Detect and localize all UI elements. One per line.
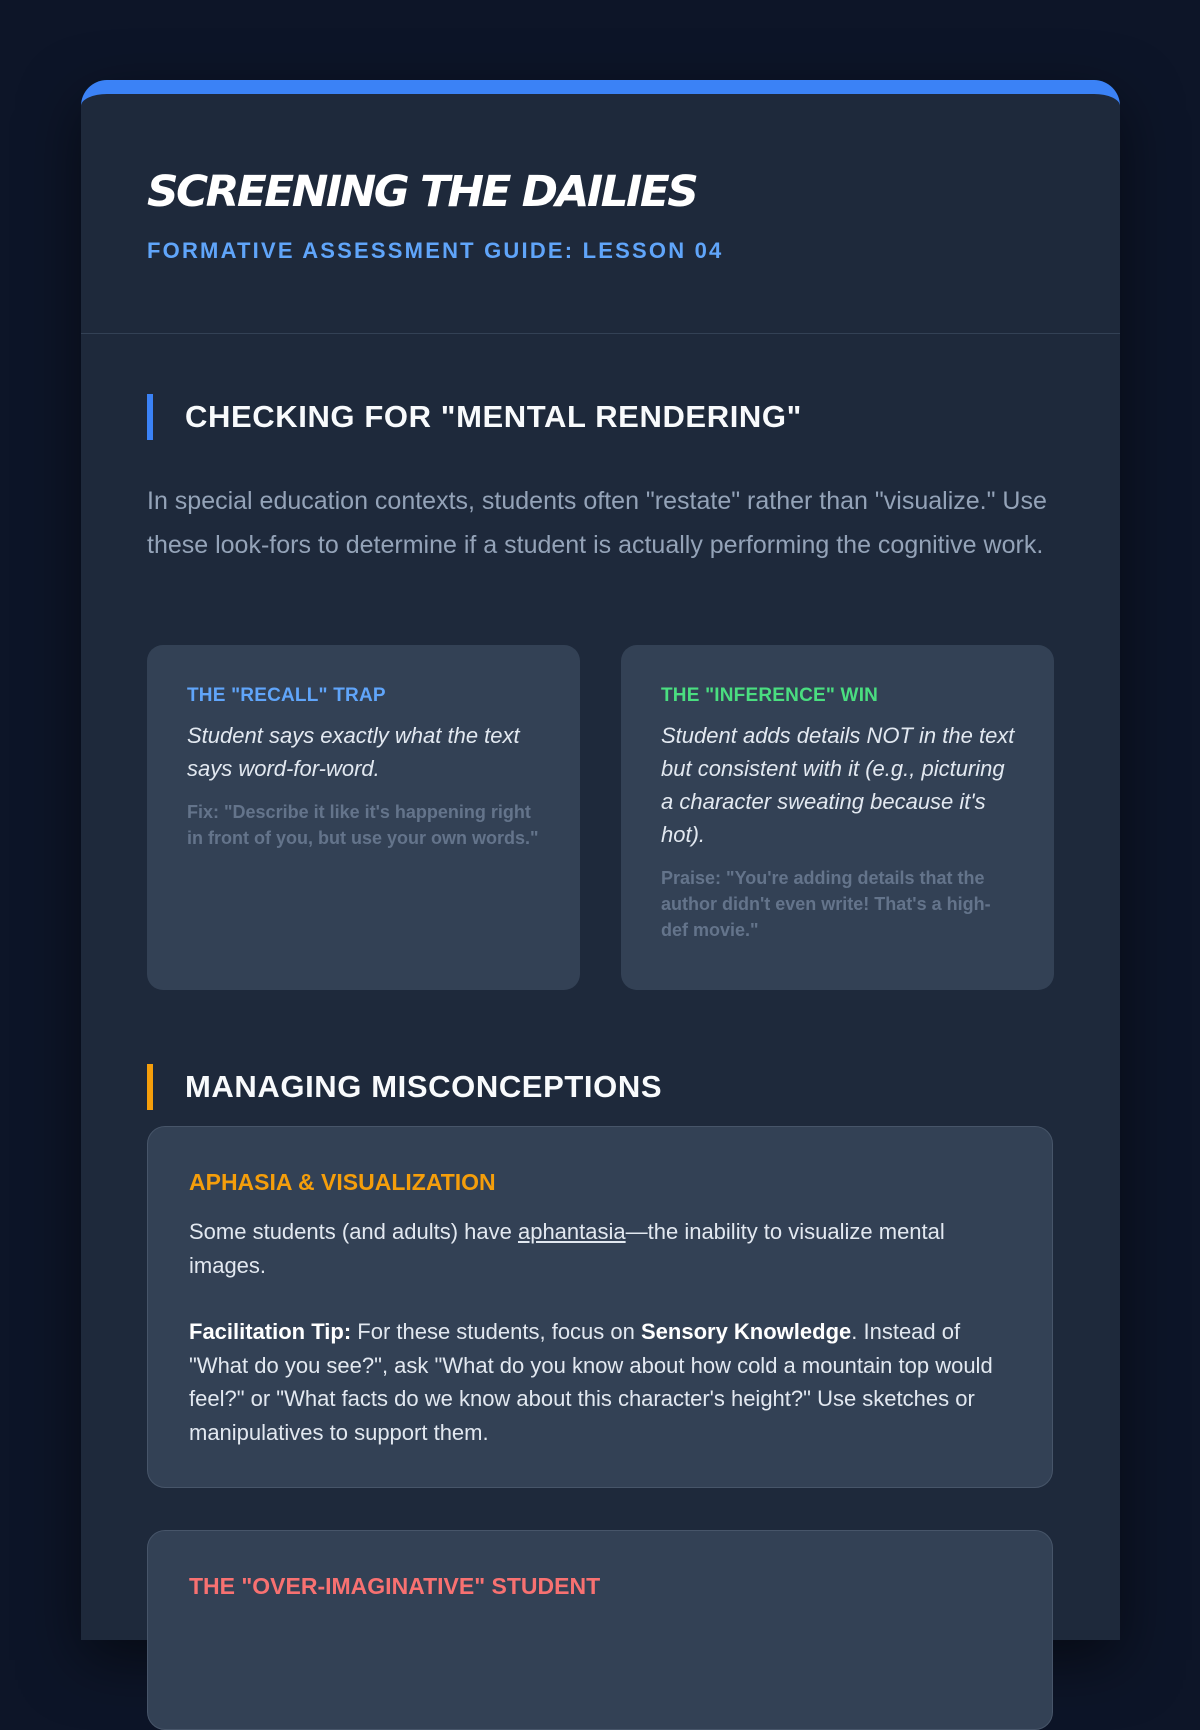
section-intro: In special education contexts, students often "restate" rather than "visualize." Use these look-fors to determine if a student is actually performing the cognitive work.	[147, 487, 1047, 559]
misconception-label: THE "OVER-IMAGINATIVE" STUDENT	[189, 1573, 601, 1599]
look-for-note: Praise: "You're adding details that the author didn't even write! That's a high-def movie."	[661, 868, 991, 940]
misconception-card-aphasia	[147, 1126, 1053, 1488]
look-for-description: Student says exactly what the text says word-for-word.	[187, 723, 520, 781]
guide-card	[81, 80, 1120, 1640]
text-segment: Some students (and adults) have	[189, 1219, 518, 1244]
look-for-label: THE "INFERENCE" WIN	[661, 685, 879, 706]
misconception-card-over-imaginative	[147, 1530, 1053, 1730]
look-for-note: Fix: "Describe it like it's happening right in front of you, but use your own words."	[187, 802, 539, 848]
guide-header	[81, 94, 1120, 334]
facilitation-tip	[189, 1315, 1012, 1449]
misconception-label: APHASIA & VISUALIZATION	[189, 1169, 496, 1195]
text-segment: . Instead of "What do you see?", ask "What do you know about how cold a mountain top would feel?" or "What facts do we know about this character's height?" Use sketches or manipulatives to support them.	[189, 1319, 993, 1445]
look-for-label: THE "RECALL" TRAP	[187, 685, 386, 706]
tip-label: Facilitation Tip:	[189, 1319, 352, 1344]
section-heading-misconceptions: MANAGING MISCONCEPTIONS	[147, 1064, 662, 1110]
tip-emphasis: Sensory Knowledge	[640, 1319, 852, 1344]
look-for-description: Student adds details NOT in the text but consistent with it (e.g., picturing a character sweating because it's hot).	[661, 723, 1015, 847]
text-segment: —the inability to visualize mental images.	[189, 1219, 945, 1278]
section-heading-mental-rendering: CHECKING FOR "MENTAL RENDERING"	[147, 394, 802, 440]
page-subtitle: FORMATIVE ASSESSMENT GUIDE: LESSON 04	[147, 238, 724, 263]
look-for-card-recall	[147, 645, 580, 990]
text-segment: For these students, focus on	[351, 1319, 641, 1344]
look-for-card-inference	[621, 645, 1054, 990]
misconception-description	[189, 1215, 1012, 1282]
page-title: SCREENING THE DAILIES	[147, 167, 697, 217]
term-aphantasia: aphantasia	[517, 1219, 626, 1244]
